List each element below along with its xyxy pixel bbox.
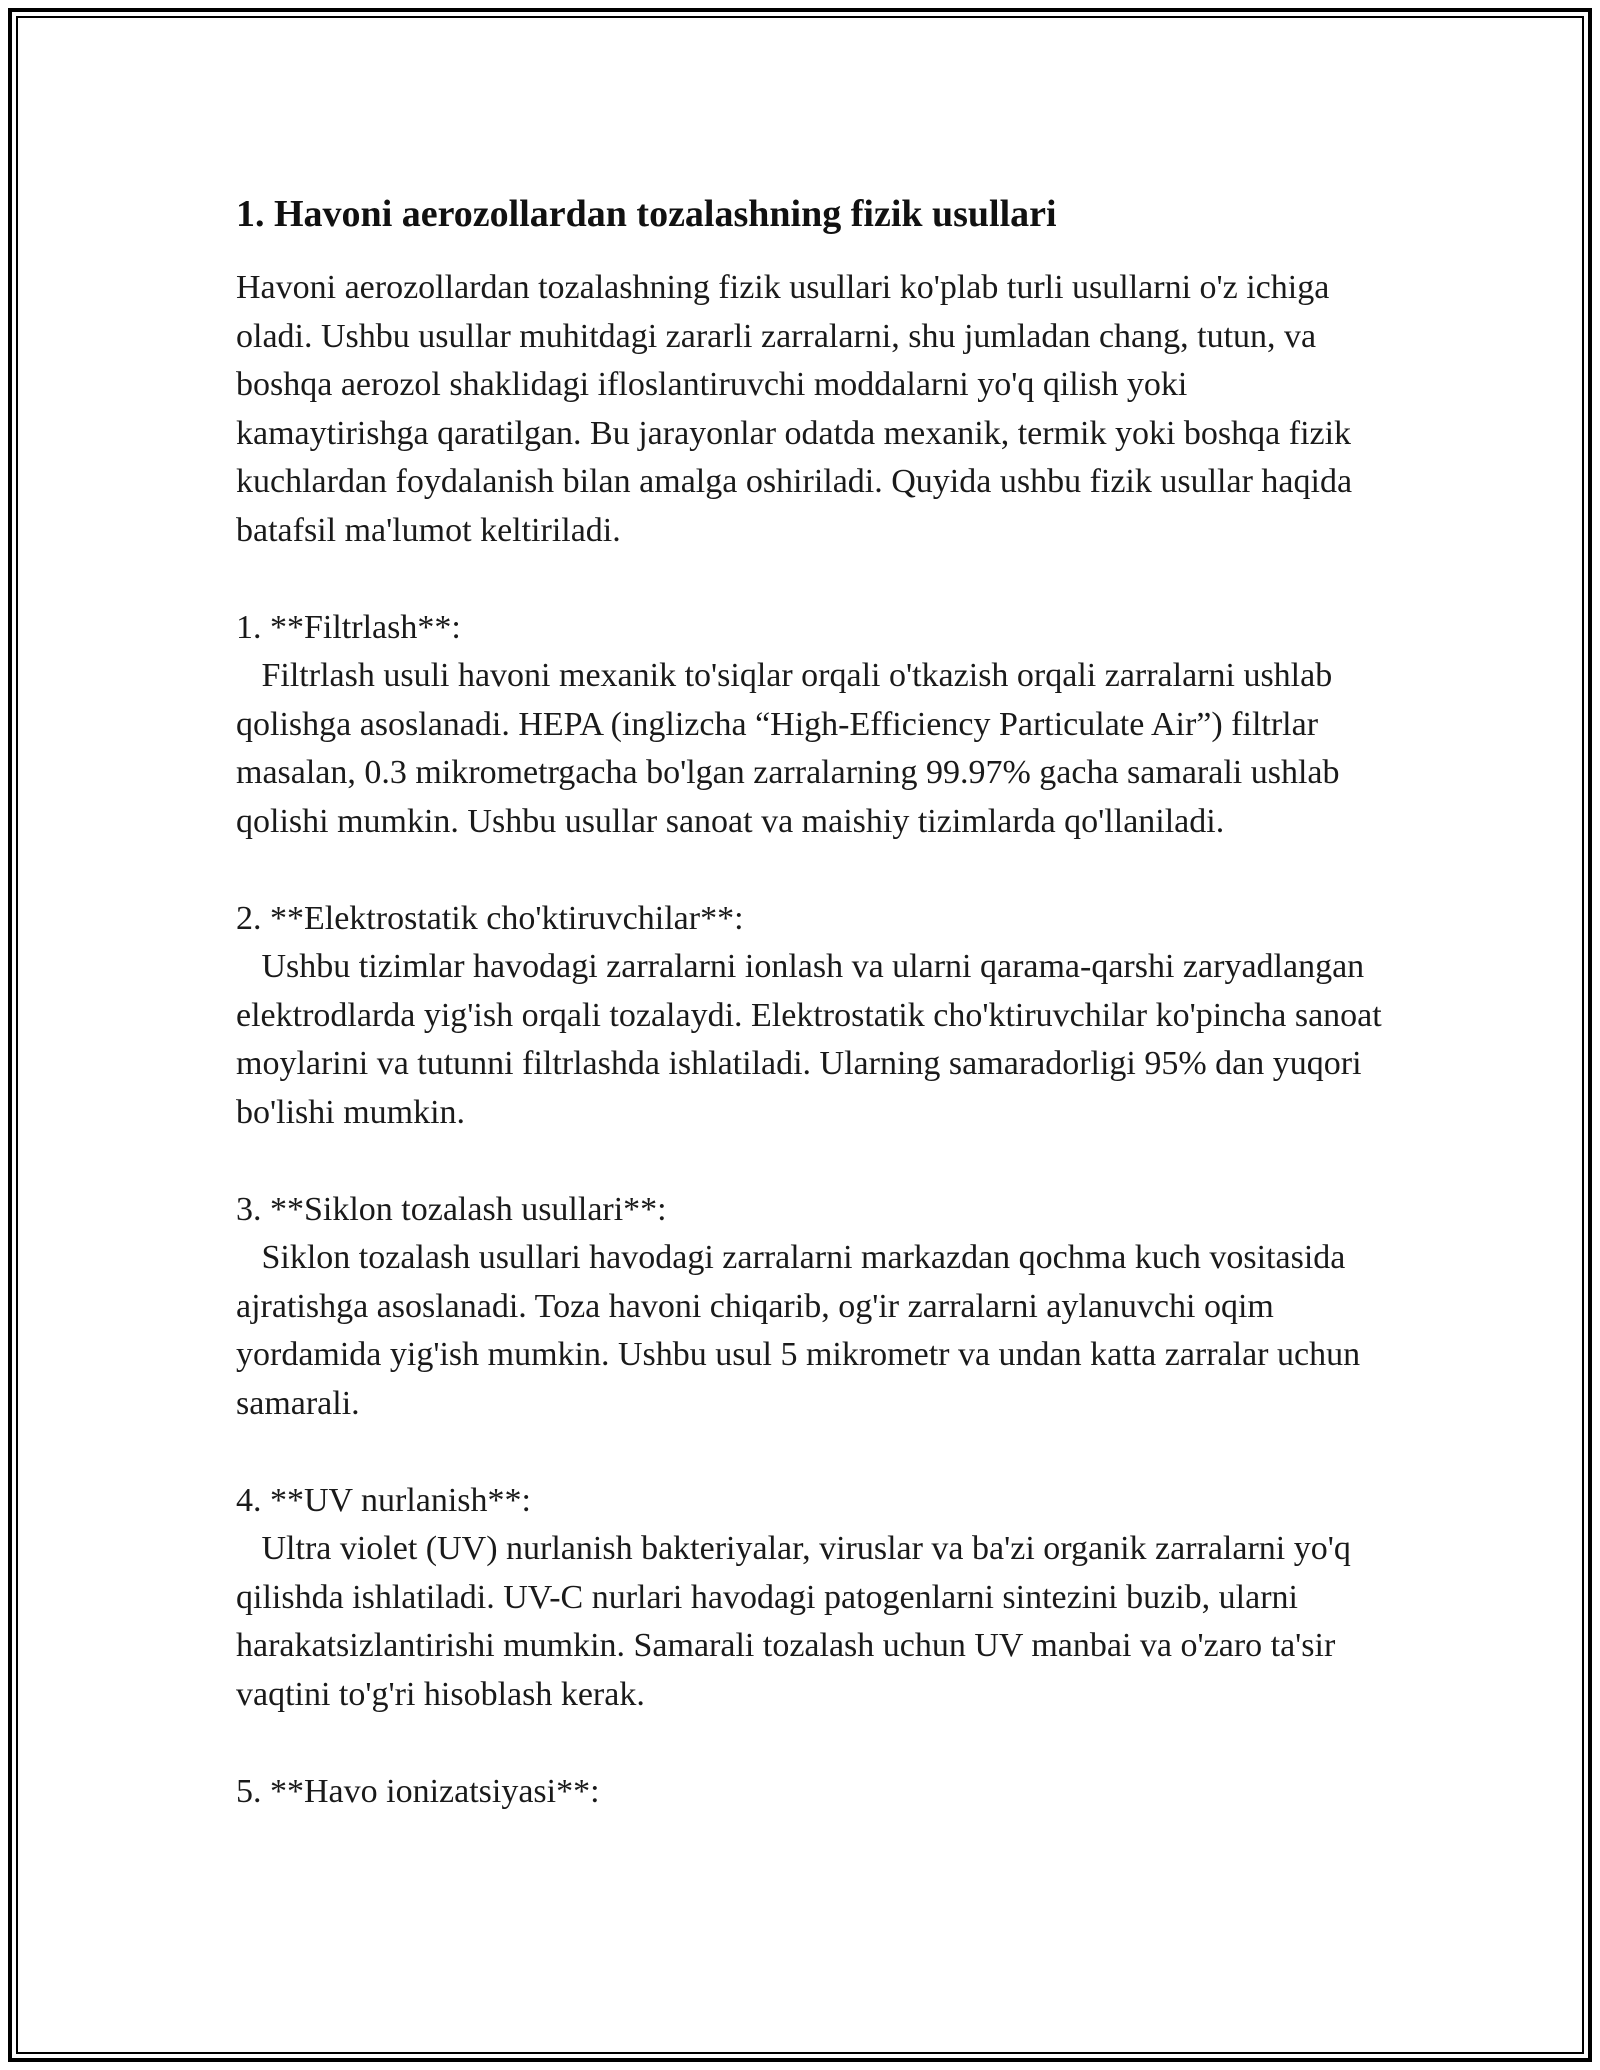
section-gap <box>236 555 1386 604</box>
document-heading: 1. Havoni aerozollardan tozalashning fizik usullari <box>236 193 1057 235</box>
section-title-elektrostatik: 2. **Elektrostatik cho'ktiruvchilar**: <box>236 899 744 937</box>
section-body-filtrlash: Filtrlash usuli havoni mexanik to'siqlar orqali o'tkazish orqali zarralarni ushlab qolishga asoslanadi. HEPA (inglizcha “High-Efficiency Particulate Air”) filtrlar masalan, 0.3 mikrometrgacha bo'lgan zarralarning 99.97% gacha samarali ushlab qolishi mumkin. Ushbu usullar sanoat va maishiy tizimlarda qo'llaniladi. <box>236 657 1348 840</box>
document-body <box>236 186 1391 1816</box>
intro-paragraph: Havoni aerozollardan tozalashning fizik usullari ko'plab turli usullarni o'z ichiga oladi. Ushbu usullar muhitdagi zararli zarralarni, shu jumladan chang, tutun, va boshqa aerozol shaklidagi ifloslantiruvchi moddalarni yo'q qilish yoki kamaytirishga qaratilgan. Bu jarayonlar odatda mexanik, termik yoki boshqa fizik kuchlardan foydalanish bilan amalga oshiriladi. Quyida ushbu fizik usullar haqida batafsil ma'lumot keltiriladi. <box>236 269 1361 549</box>
section-gap <box>236 1137 1386 1186</box>
section-body-elektrostatik: Ushbu tizimlar havodagi zarralarni ionlash va ularni qarama-qarshi zaryadlangan elektrodlarda yig'ish orqali tozalaydi. Elektrostatik cho'ktiruvchilar ko'pincha sanoat moylarini va tutunni filtrlashda ishlatiladi. Ularning samaradorligi 95% dan yuqori bo'lishi mumkin. <box>236 948 1391 1131</box>
section-body-uv: Ultra violet (UV) nurlanish bakteriyalar, viruslar va ba'zi organik zarralarni yo'q qilishda ishlatiladi. UV-C nurlari havodagi patogenlarni sintezini buzib, ularni harakatsizlantirishi mumkin. Samarali tozalash uchun UV manbai va o'zaro ta'sir vaqtini to'g'ri hisoblash kerak. <box>236 1530 1360 1713</box>
section-body-siklon: Siklon tozalash usullari havodagi zarralarni markazdan qochma kuch vositasida ajratishga asoslanadi. Toza havoni chiqarib, og'ir zarralarni aylanuvchi oqim yordamida yig'ish mumkin. Ushbu usul 5 mikrometr va undan katta zarralar uchun samarali. <box>236 1239 1369 1422</box>
section-gap <box>236 1719 1386 1768</box>
section-title-siklon: 3. **Siklon tozalash usullari**: <box>236 1190 667 1228</box>
section-gap <box>236 1428 1386 1477</box>
section-gap <box>236 846 1386 895</box>
section-title-uv: 4. **UV nurlanish**: <box>236 1481 531 1519</box>
section-title-filtrlash: 1. **Filtrlash**: <box>236 608 461 646</box>
section-title-ionizatsiya: 5. **Havo ionizatsiyasi**: <box>236 1772 600 1810</box>
